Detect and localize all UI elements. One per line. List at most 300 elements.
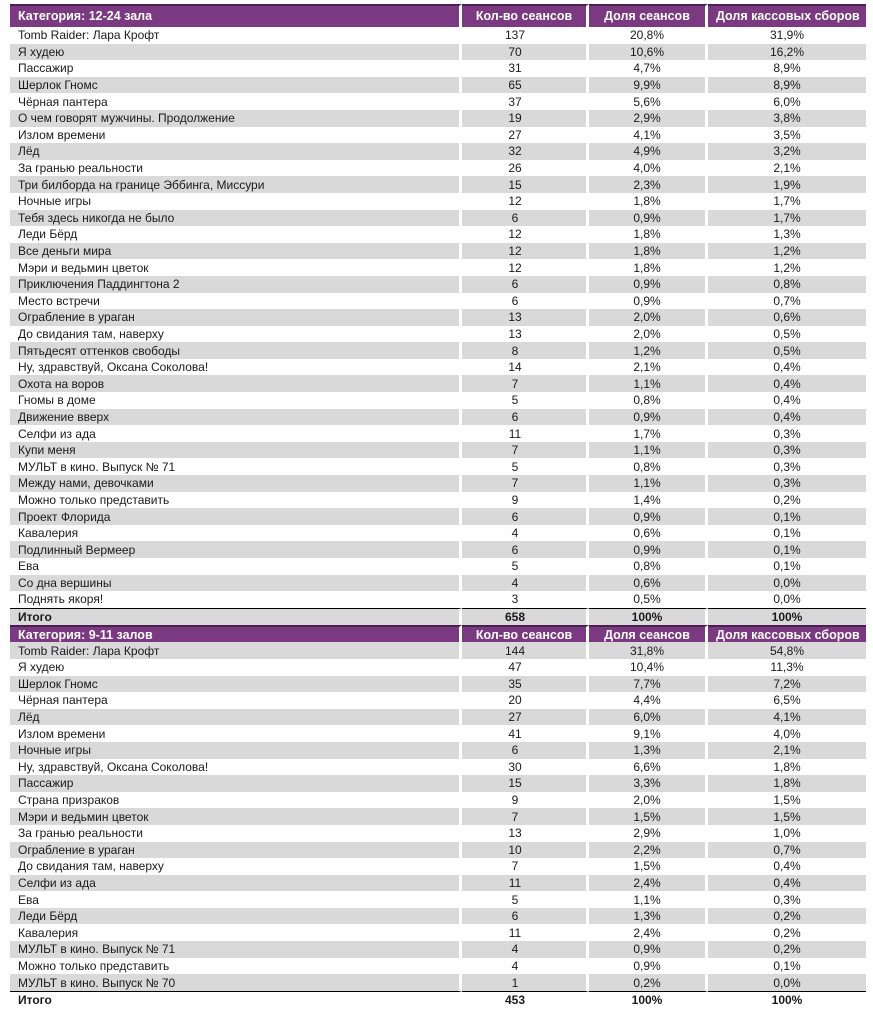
boxoffice-share-cell: 1,8% xyxy=(708,759,866,776)
boxoffice-share-cell: 2,1% xyxy=(708,742,866,759)
boxoffice-share-cell: 0,3% xyxy=(708,458,866,475)
sessions-count-cell: 4 xyxy=(462,575,589,592)
table-row xyxy=(10,958,866,975)
sessions-count-cell: 26 xyxy=(462,160,589,177)
boxoffice-share-cell: 0,0% xyxy=(708,974,866,991)
sessions-count-cell: 70 xyxy=(462,44,589,61)
boxoffice-share-cell: 1,9% xyxy=(708,176,866,193)
table-row xyxy=(10,709,866,726)
movie-title-cell: Ну, здравствуй, Оксана Соколова! xyxy=(10,359,462,376)
sessions-count-cell: 11 xyxy=(462,875,589,892)
movie-title-cell: За гранью реальности xyxy=(10,825,462,842)
movie-title-cell: Tomb Raider: Лара Крофт xyxy=(10,27,462,44)
sessions-share-cell: 2,9% xyxy=(589,825,708,842)
sessions-share-cell: 0,9% xyxy=(589,941,708,958)
movie-title-cell: Селфи из ада xyxy=(10,875,462,892)
table-row xyxy=(10,442,866,459)
boxoffice-share-cell: 0,4% xyxy=(708,409,866,426)
movie-title-cell: До свидания там, наверху xyxy=(10,326,462,343)
sessions-share-cell: 0,9% xyxy=(589,541,708,558)
movie-title-cell: Проект Флорида xyxy=(10,508,462,525)
column-header-boxoffice-share: Доля кассовых сборов xyxy=(708,4,866,27)
sessions-count-cell: 13 xyxy=(462,326,589,343)
sessions-count-cell: 27 xyxy=(462,127,589,144)
sessions-share-cell: 1,1% xyxy=(589,375,708,392)
boxoffice-share-cell: 7,2% xyxy=(708,676,866,693)
sessions-count-cell: 15 xyxy=(462,775,589,792)
movie-title-cell: Можно только представить xyxy=(10,492,462,509)
category-label-cell: Категория: 9-11 залов xyxy=(10,625,462,642)
sessions-count-cell: 3 xyxy=(462,591,589,608)
table-row xyxy=(10,44,866,61)
table-row xyxy=(10,409,866,426)
boxoffice-share-cell: 31,9% xyxy=(708,27,866,44)
movie-title-cell: Ночные игры xyxy=(10,742,462,759)
table-row xyxy=(10,692,866,709)
sessions-share-cell: 20,8% xyxy=(589,27,708,44)
boxoffice-share-cell: 3,8% xyxy=(708,110,866,127)
table-row xyxy=(10,858,866,875)
table-row xyxy=(10,891,866,908)
movie-title-cell: Кавалерия xyxy=(10,924,462,941)
movie-title-cell: Шерлок Гномс xyxy=(10,77,462,94)
table-row xyxy=(10,558,866,575)
sessions-count-cell: 10 xyxy=(462,842,589,859)
boxoffice-share-cell: 0,5% xyxy=(708,326,866,343)
total-row xyxy=(10,608,866,626)
table-row xyxy=(10,110,866,127)
movie-title-cell: Пассажир xyxy=(10,60,462,77)
sessions-share-cell: 9,9% xyxy=(589,77,708,94)
sessions-share-cell: 1,5% xyxy=(589,808,708,825)
total-sessions-cell: 453 xyxy=(462,991,589,1009)
sessions-count-cell: 9 xyxy=(462,492,589,509)
sessions-share-cell: 1,3% xyxy=(589,908,708,925)
movie-title-cell: МУЛЬТ в кино. Выпуск № 71 xyxy=(10,458,462,475)
movie-title-cell: Леди Бёрд xyxy=(10,226,462,243)
sessions-share-cell: 6,0% xyxy=(589,709,708,726)
sessions-count-cell: 20 xyxy=(462,692,589,709)
table-row xyxy=(10,326,866,343)
sessions-share-cell: 9,1% xyxy=(589,725,708,742)
sessions-share-cell: 2,0% xyxy=(589,792,708,809)
table-row xyxy=(10,243,866,260)
table-row xyxy=(10,941,866,958)
movie-title-cell: Я худею xyxy=(10,659,462,676)
sessions-share-cell: 4,1% xyxy=(589,127,708,144)
sessions-share-cell: 0,9% xyxy=(589,409,708,426)
sessions-count-cell: 6 xyxy=(462,409,589,426)
sessions-share-cell: 7,7% xyxy=(589,676,708,693)
boxoffice-share-cell: 0,1% xyxy=(708,958,866,975)
sessions-share-cell: 2,0% xyxy=(589,326,708,343)
boxoffice-share-cell: 0,2% xyxy=(708,941,866,958)
table-row xyxy=(10,508,866,525)
table-row xyxy=(10,492,866,509)
table-row xyxy=(10,792,866,809)
movie-title-cell: Страна призраков xyxy=(10,792,462,809)
table-row xyxy=(10,475,866,492)
movie-title-cell: Tomb Raider: Лара Крофт xyxy=(10,642,462,659)
sessions-share-cell: 4,4% xyxy=(589,692,708,709)
boxoffice-share-cell: 0,3% xyxy=(708,425,866,442)
boxoffice-share-cell: 0,4% xyxy=(708,375,866,392)
table-row xyxy=(10,375,866,392)
movie-title-cell: Подлинный Вермеер xyxy=(10,541,462,558)
movie-title-cell: Лёд xyxy=(10,709,462,726)
sessions-count-cell: 1 xyxy=(462,974,589,991)
sessions-count-cell: 6 xyxy=(462,210,589,227)
total-sessions-cell: 658 xyxy=(462,608,589,626)
sessions-share-cell: 0,9% xyxy=(589,293,708,310)
table-row xyxy=(10,775,866,792)
sessions-count-cell: 8 xyxy=(462,342,589,359)
sessions-share-cell: 1,8% xyxy=(589,259,708,276)
movie-title-cell: Шерлок Гномс xyxy=(10,676,462,693)
table-row xyxy=(10,342,866,359)
sessions-count-cell: 6 xyxy=(462,508,589,525)
sessions-count-cell: 7 xyxy=(462,475,589,492)
sessions-share-cell: 2,4% xyxy=(589,875,708,892)
boxoffice-share-cell: 1,7% xyxy=(708,193,866,210)
section-header-row xyxy=(10,4,866,27)
table-row xyxy=(10,676,866,693)
sessions-share-cell: 1,8% xyxy=(589,243,708,260)
column-header-sessions-share: Доля сеансов xyxy=(589,625,708,642)
sessions-share-cell: 1,3% xyxy=(589,742,708,759)
table-row xyxy=(10,541,866,558)
boxoffice-share-cell: 2,1% xyxy=(708,160,866,177)
sessions-count-cell: 65 xyxy=(462,77,589,94)
sessions-share-cell: 10,6% xyxy=(589,44,708,61)
sessions-share-cell: 5,6% xyxy=(589,93,708,110)
movie-title-cell: Со дна вершины xyxy=(10,575,462,592)
sessions-share-cell: 2,0% xyxy=(589,309,708,326)
boxoffice-share-cell: 0,7% xyxy=(708,842,866,859)
sessions-count-cell: 5 xyxy=(462,558,589,575)
sessions-count-cell: 47 xyxy=(462,659,589,676)
sessions-count-cell: 144 xyxy=(462,642,589,659)
boxoffice-share-cell: 3,5% xyxy=(708,127,866,144)
boxoffice-share-cell: 1,0% xyxy=(708,825,866,842)
movie-title-cell: Ночные игры xyxy=(10,193,462,210)
boxoffice-share-cell: 6,0% xyxy=(708,93,866,110)
column-header-boxoffice-share: Доля кассовых сборов xyxy=(708,625,866,642)
movie-title-cell: Охота на воров xyxy=(10,375,462,392)
movie-title-cell: МУЛЬТ в кино. Выпуск № 71 xyxy=(10,941,462,958)
total-label-cell: Итого xyxy=(10,608,462,626)
sessions-count-cell: 13 xyxy=(462,309,589,326)
sessions-count-cell: 4 xyxy=(462,958,589,975)
table-row xyxy=(10,359,866,376)
sessions-count-cell: 7 xyxy=(462,808,589,825)
movie-title-cell: За гранью реальности xyxy=(10,160,462,177)
movie-title-cell: Излом времени xyxy=(10,127,462,144)
movie-title-cell: Мэри и ведьмин цветок xyxy=(10,259,462,276)
movie-title-cell: Поднять якоря! xyxy=(10,591,462,608)
sessions-count-cell: 6 xyxy=(462,541,589,558)
movie-title-cell: Лёд xyxy=(10,143,462,160)
total-label-cell: Итого xyxy=(10,991,462,1009)
table-row xyxy=(10,759,866,776)
sessions-count-cell: 30 xyxy=(462,759,589,776)
movie-title-cell: Излом времени xyxy=(10,725,462,742)
movie-title-cell: Три билборда на границе Эббинга, Миссури xyxy=(10,176,462,193)
boxoffice-share-cell: 0,5% xyxy=(708,342,866,359)
table-row xyxy=(10,458,866,475)
boxoffice-share-cell: 1,5% xyxy=(708,808,866,825)
sessions-share-cell: 2,1% xyxy=(589,359,708,376)
movie-title-cell: Тебя здесь никогда не было xyxy=(10,210,462,227)
sessions-count-cell: 5 xyxy=(462,891,589,908)
boxoffice-share-cell: 0,1% xyxy=(708,541,866,558)
sessions-share-cell: 31,8% xyxy=(589,642,708,659)
movie-title-cell: О чем говорят мужчины. Продолжение xyxy=(10,110,462,127)
sessions-share-cell: 2,3% xyxy=(589,176,708,193)
boxoffice-share-cell: 1,8% xyxy=(708,775,866,792)
movie-title-cell: Ева xyxy=(10,891,462,908)
boxoffice-share-cell: 1,5% xyxy=(708,792,866,809)
table-row xyxy=(10,259,866,276)
sessions-share-cell: 4,0% xyxy=(589,160,708,177)
boxoffice-share-cell: 0,2% xyxy=(708,924,866,941)
table-row xyxy=(10,309,866,326)
sessions-share-cell: 0,9% xyxy=(589,508,708,525)
sessions-share-cell: 0,8% xyxy=(589,558,708,575)
table-row xyxy=(10,276,866,293)
sessions-count-cell: 9 xyxy=(462,792,589,809)
boxoffice-share-cell: 4,0% xyxy=(708,725,866,742)
sessions-share-cell: 1,1% xyxy=(589,475,708,492)
table-row xyxy=(10,127,866,144)
table-row xyxy=(10,842,866,859)
boxoffice-share-cell: 1,2% xyxy=(708,259,866,276)
boxoffice-share-cell: 0,2% xyxy=(708,492,866,509)
movie-title-cell: Ограбление в ураган xyxy=(10,309,462,326)
movie-title-cell: Леди Бёрд xyxy=(10,908,462,925)
movie-title-cell: До свидания там, наверху xyxy=(10,858,462,875)
sessions-share-cell: 0,9% xyxy=(589,958,708,975)
sessions-share-cell: 1,8% xyxy=(589,193,708,210)
movie-title-cell: Между нами, девочками xyxy=(10,475,462,492)
sessions-share-cell: 6,6% xyxy=(589,759,708,776)
table-row xyxy=(10,160,866,177)
total-boxoffice-share-cell: 100% xyxy=(708,608,866,626)
boxoffice-share-cell: 0,4% xyxy=(708,392,866,409)
boxoffice-share-cell: 1,3% xyxy=(708,226,866,243)
boxoffice-share-cell: 16,2% xyxy=(708,44,866,61)
sessions-count-cell: 37 xyxy=(462,93,589,110)
movie-title-cell: Место встречи xyxy=(10,293,462,310)
table-row xyxy=(10,575,866,592)
sessions-share-cell: 1,4% xyxy=(589,492,708,509)
sessions-share-cell: 1,8% xyxy=(589,226,708,243)
sessions-share-cell: 0,8% xyxy=(589,392,708,409)
sessions-count-cell: 7 xyxy=(462,375,589,392)
boxoffice-share-cell: 0,4% xyxy=(708,858,866,875)
boxoffice-share-cell: 0,3% xyxy=(708,442,866,459)
column-header-sessions-share: Доля сеансов xyxy=(589,4,708,27)
table-row xyxy=(10,591,866,608)
sessions-count-cell: 5 xyxy=(462,458,589,475)
sessions-share-cell: 0,9% xyxy=(589,210,708,227)
sessions-share-cell: 2,9% xyxy=(589,110,708,127)
table-row xyxy=(10,659,866,676)
boxoffice-share-cell: 4,1% xyxy=(708,709,866,726)
movie-title-cell: Купи меня xyxy=(10,442,462,459)
sessions-share-cell: 3,3% xyxy=(589,775,708,792)
total-sessions-share-cell: 100% xyxy=(589,991,708,1009)
sessions-share-cell: 4,9% xyxy=(589,143,708,160)
table-row xyxy=(10,293,866,310)
table-row xyxy=(10,974,866,991)
boxoffice-share-cell: 8,9% xyxy=(708,60,866,77)
boxoffice-share-cell: 0,1% xyxy=(708,558,866,575)
table-row xyxy=(10,392,866,409)
movie-title-cell: Пятьдесят оттенков свободы xyxy=(10,342,462,359)
movie-title-cell: Пассажир xyxy=(10,775,462,792)
movie-title-cell: МУЛЬТ в кино. Выпуск № 70 xyxy=(10,974,462,991)
table-row xyxy=(10,425,866,442)
table-row xyxy=(10,825,866,842)
boxoffice-share-cell: 0,7% xyxy=(708,293,866,310)
boxoffice-share-cell: 0,4% xyxy=(708,875,866,892)
movie-title-cell: Ну, здравствуй, Оксана Соколова! xyxy=(10,759,462,776)
movie-title-cell: Ева xyxy=(10,558,462,575)
total-boxoffice-share-cell: 100% xyxy=(708,991,866,1009)
sessions-share-cell: 0,8% xyxy=(589,458,708,475)
sessions-share-cell: 1,5% xyxy=(589,858,708,875)
sessions-count-cell: 11 xyxy=(462,924,589,941)
sessions-count-cell: 13 xyxy=(462,825,589,842)
boxoffice-share-cell: 1,7% xyxy=(708,210,866,227)
table-row xyxy=(10,908,866,925)
sessions-share-cell: 10,4% xyxy=(589,659,708,676)
table-row xyxy=(10,924,866,941)
boxoffice-share-cell: 54,8% xyxy=(708,642,866,659)
boxoffice-share-cell: 0,8% xyxy=(708,276,866,293)
table-row xyxy=(10,226,866,243)
movie-title-cell: Селфи из ада xyxy=(10,425,462,442)
sessions-share-cell: 4,7% xyxy=(589,60,708,77)
sessions-count-cell: 6 xyxy=(462,276,589,293)
cinema-sessions-table xyxy=(10,4,866,1008)
movie-title-cell: Можно только представить xyxy=(10,958,462,975)
boxoffice-share-cell: 0,3% xyxy=(708,891,866,908)
boxoffice-share-cell: 11,3% xyxy=(708,659,866,676)
sessions-share-cell: 0,6% xyxy=(589,575,708,592)
boxoffice-share-cell: 1,2% xyxy=(708,243,866,260)
sessions-count-cell: 35 xyxy=(462,676,589,693)
column-header-sessions: Кол-во сеансов xyxy=(462,4,589,27)
table-row xyxy=(10,143,866,160)
table-body xyxy=(10,4,866,1008)
boxoffice-share-cell: 0,1% xyxy=(708,525,866,542)
table-row xyxy=(10,642,866,659)
sessions-count-cell: 12 xyxy=(462,226,589,243)
boxoffice-share-cell: 8,9% xyxy=(708,77,866,94)
sessions-share-cell: 0,2% xyxy=(589,974,708,991)
sessions-count-cell: 6 xyxy=(462,742,589,759)
table-row xyxy=(10,27,866,44)
boxoffice-share-cell: 3,2% xyxy=(708,143,866,160)
total-row xyxy=(10,991,866,1009)
sessions-count-cell: 4 xyxy=(462,941,589,958)
table-row xyxy=(10,93,866,110)
table-row xyxy=(10,525,866,542)
boxoffice-share-cell: 0,2% xyxy=(708,908,866,925)
sessions-count-cell: 12 xyxy=(462,259,589,276)
sessions-count-cell: 7 xyxy=(462,442,589,459)
table-row xyxy=(10,210,866,227)
table-row xyxy=(10,77,866,94)
movie-title-cell: Гномы в доме xyxy=(10,392,462,409)
sessions-share-cell: 0,9% xyxy=(589,276,708,293)
sessions-share-cell: 1,2% xyxy=(589,342,708,359)
sessions-share-cell: 0,5% xyxy=(589,591,708,608)
sessions-share-cell: 1,7% xyxy=(589,425,708,442)
category-label-cell: Категория: 12-24 зала xyxy=(10,4,462,27)
sessions-count-cell: 12 xyxy=(462,243,589,260)
total-sessions-share-cell: 100% xyxy=(589,608,708,626)
sessions-count-cell: 137 xyxy=(462,27,589,44)
movie-title-cell: Все деньги мира xyxy=(10,243,462,260)
boxoffice-share-cell: 0,0% xyxy=(708,591,866,608)
sessions-count-cell: 4 xyxy=(462,525,589,542)
movie-title-cell: Мэри и ведьмин цветок xyxy=(10,808,462,825)
boxoffice-share-cell: 0,1% xyxy=(708,508,866,525)
movie-title-cell: Движение вверх xyxy=(10,409,462,426)
boxoffice-share-cell: 0,3% xyxy=(708,475,866,492)
table-row xyxy=(10,193,866,210)
movie-title-cell: Чёрная пантера xyxy=(10,93,462,110)
table-row xyxy=(10,176,866,193)
sessions-count-cell: 5 xyxy=(462,392,589,409)
table-row xyxy=(10,808,866,825)
table-row xyxy=(10,742,866,759)
boxoffice-share-cell: 0,4% xyxy=(708,359,866,376)
section-header-row xyxy=(10,625,866,642)
sessions-count-cell: 6 xyxy=(462,293,589,310)
boxoffice-share-cell: 0,6% xyxy=(708,309,866,326)
sessions-count-cell: 31 xyxy=(462,60,589,77)
table-row xyxy=(10,725,866,742)
sessions-share-cell: 2,4% xyxy=(589,924,708,941)
sessions-count-cell: 27 xyxy=(462,709,589,726)
sessions-share-cell: 0,6% xyxy=(589,525,708,542)
sessions-count-cell: 6 xyxy=(462,908,589,925)
sessions-share-cell: 2,2% xyxy=(589,842,708,859)
movie-title-cell: Чёрная пантера xyxy=(10,692,462,709)
sessions-count-cell: 14 xyxy=(462,359,589,376)
sessions-count-cell: 32 xyxy=(462,143,589,160)
movie-title-cell: Ограбление в ураган xyxy=(10,842,462,859)
sessions-count-cell: 11 xyxy=(462,425,589,442)
sessions-share-cell: 1,1% xyxy=(589,891,708,908)
sessions-share-cell: 1,1% xyxy=(589,442,708,459)
table-row xyxy=(10,875,866,892)
sessions-count-cell: 12 xyxy=(462,193,589,210)
movie-title-cell: Кавалерия xyxy=(10,525,462,542)
sessions-count-cell: 19 xyxy=(462,110,589,127)
table-row xyxy=(10,60,866,77)
column-header-sessions: Кол-во сеансов xyxy=(462,625,589,642)
movie-title-cell: Я худею xyxy=(10,44,462,61)
boxoffice-share-cell: 0,0% xyxy=(708,575,866,592)
boxoffice-share-cell: 6,5% xyxy=(708,692,866,709)
sessions-count-cell: 7 xyxy=(462,858,589,875)
sessions-count-cell: 41 xyxy=(462,725,589,742)
